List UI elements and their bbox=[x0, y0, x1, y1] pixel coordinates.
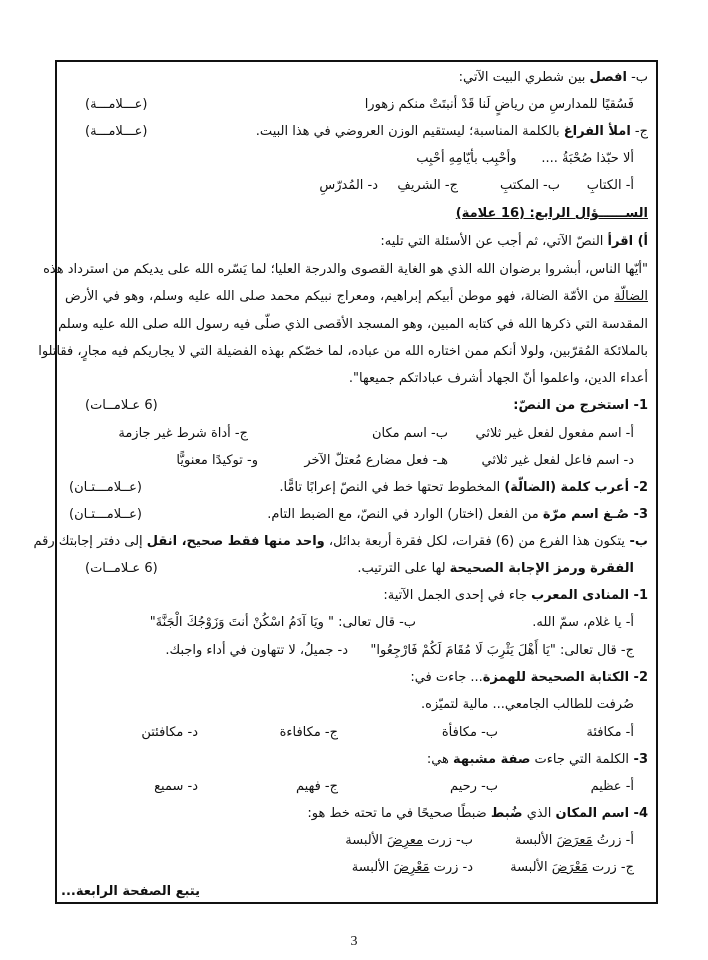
stem-text: ... جاءت في: bbox=[410, 670, 483, 685]
score-mark: (6 عـلامــات) bbox=[85, 398, 158, 413]
passage-line: بالملائكة المُقرّبين، ولولا أنكم ممن اختاره الله من عباده، لما خصّكم بهذه الفضيلة التي لا يجاريكم فيه مجارٍ، فقاتلوا bbox=[38, 343, 648, 359]
item-number: 2- bbox=[629, 670, 648, 685]
q4-a2-instruction bbox=[65, 478, 648, 498]
option: ب- مكافأة bbox=[441, 725, 498, 740]
item-number: 1- bbox=[629, 588, 648, 603]
item-number: 3- bbox=[629, 752, 648, 767]
option-text: الألبسة bbox=[345, 833, 387, 848]
item-letter: أ) bbox=[633, 234, 648, 249]
option-text: د- زرت bbox=[429, 860, 473, 875]
underlined-word: الضالّة bbox=[614, 289, 648, 305]
q4-b-instruction-line2 bbox=[65, 559, 648, 579]
instruction-text: يتكون هذا الفرع من (6) فقرات، لكل فقرة أربعة بدائل، bbox=[324, 534, 625, 549]
stem-emphasis: اسم المكان bbox=[555, 806, 630, 821]
item-letter: ج- bbox=[630, 124, 648, 139]
passage-line: أعداء الدين، واعلموا أنّ الجهاد أشرف عباداتكم جميعها". bbox=[348, 371, 648, 387]
q4-b2-sentence bbox=[65, 695, 648, 715]
underlined-word: مَعْرَضَ bbox=[551, 860, 588, 875]
option-text: الألبسة bbox=[510, 860, 552, 875]
verse-text: ألا حبّذا صُحْبَةُ .... وأحْبِب بأيّامِهِ أحْبِب bbox=[416, 151, 634, 166]
option: د- مكافئتن bbox=[141, 725, 198, 740]
verse-text: فَسُقيًا للمدارسِ من رياضٍ لَنا قَدْ أنبتَتْ منكم زهورا bbox=[364, 97, 634, 112]
reading-passage bbox=[38, 256, 648, 392]
passage-text: من الأمّة الضالة، فهو موطن أبيكم إبراهيم، ومعراج نبيكم محمد صلى الله عليه وسلم، وهو في الأرض bbox=[65, 289, 615, 305]
option: ب- قال تعالى: " ويَا آدَمُ اسْكُنْ أنتَ وَزَوْجُكَ الْجَنَّةَ" bbox=[149, 615, 416, 630]
option-text: ب- زرت bbox=[423, 833, 473, 848]
instruction-emphasis: الفقرة ورمز الإجابة الصحيحة bbox=[449, 561, 634, 576]
stem-text: ضبطًا صحيحًا في ما تحته خط هو: bbox=[307, 806, 491, 821]
option: أ- مكافئة bbox=[586, 725, 634, 740]
option bbox=[345, 831, 473, 851]
stem-emphasis: صفة مشبهة bbox=[453, 752, 531, 767]
instruction-text: النصّ الآتي، ثم أجب عن الأسئلة التي تليه: bbox=[380, 234, 608, 249]
score-mark: (6 عـلامــات) bbox=[85, 561, 158, 576]
q4-a-instruction bbox=[65, 232, 648, 252]
instruction-verb: اقرأ bbox=[607, 234, 634, 249]
option bbox=[510, 858, 634, 878]
item-number: 2- bbox=[629, 480, 648, 495]
q3-b-instruction bbox=[65, 68, 648, 88]
item-letter: ب- bbox=[626, 70, 648, 85]
item-number: 4- bbox=[629, 806, 648, 821]
stem-text: هي: bbox=[426, 752, 454, 767]
option-text: ج- زرت bbox=[587, 860, 634, 875]
option: أ- اسم مفعول لفعل غير ثلاثي bbox=[475, 426, 634, 441]
option: ب- المكتبِ bbox=[499, 178, 560, 193]
score-mark: (عـــلامـــة) bbox=[85, 124, 148, 139]
option: ج- فهيم bbox=[296, 779, 338, 794]
q4-b3-stem bbox=[65, 750, 648, 770]
stem-text: جاء في إحدى الجمل الآتية: bbox=[383, 588, 532, 603]
instruction-text: لها على الترتيب. bbox=[357, 561, 450, 576]
option: ب- اسم مكان bbox=[371, 426, 448, 441]
instruction-text: بالكلمة المناسبة؛ ليستقيم الوزن العروضي في هذا البيت. bbox=[255, 124, 564, 139]
option: ج- أداة شرط غير جازمة bbox=[118, 426, 248, 441]
q4-b4-stem bbox=[65, 804, 648, 824]
continue-note-row bbox=[61, 882, 200, 902]
instruction-verb: استخرج من النصّ: bbox=[513, 398, 630, 413]
option: ج- الشريفِ bbox=[397, 178, 458, 193]
option bbox=[352, 858, 473, 878]
underlined-word: معرِضَ bbox=[386, 833, 423, 848]
instruction-text: بين شطري البيت الآتي: bbox=[458, 70, 590, 85]
instruction-verb: افصل bbox=[589, 70, 627, 85]
option: أ- الكتابِ bbox=[586, 178, 634, 193]
q3-b-verse bbox=[65, 95, 648, 115]
score-mark: (عـــلامـــة) bbox=[85, 97, 148, 112]
score-mark: (عــلامـــتـان) bbox=[69, 480, 142, 495]
q4-a1-instruction bbox=[65, 396, 648, 416]
option: د- سميع bbox=[154, 779, 198, 794]
exam-page-frame bbox=[33, 60, 658, 904]
q4-b2-stem bbox=[65, 668, 648, 688]
q4-title-row bbox=[65, 204, 648, 224]
passage-line: المقدسة التي ذكرها الله في كتابه المبين، وهو المسجد الأقصى الذي صلّى فيه رسول الله صلى الله عليه وسلم bbox=[58, 316, 648, 332]
instruction-verb: املأ الفراغ bbox=[563, 124, 631, 139]
page-number: 3 bbox=[350, 934, 358, 949]
option: أ- يا غلام، سمّ الله. bbox=[532, 615, 634, 630]
stem-emphasis: المنادى المعرب bbox=[531, 588, 630, 603]
instruction-verb: صُـغ اسم مرّة bbox=[542, 507, 630, 522]
passage-line: "أيّها الناس، أبشروا برضوان الله الذي هو الغاية القصوى والدرجة العليا؛ لما يَسّره الله على يديكم من استرداد هذه bbox=[43, 262, 648, 277]
option: هـ- فعل مضارع مُعتلّ الآخر bbox=[304, 453, 448, 468]
section-title: الســــــؤال الرابع: (16 علامة) bbox=[455, 206, 648, 221]
q4-a3-instruction bbox=[65, 505, 648, 525]
score-mark: (عــلامـــتـان) bbox=[69, 507, 142, 522]
option-text: الألبسة bbox=[514, 833, 557, 848]
option: أ- عظيم bbox=[590, 779, 634, 794]
item-letter: ب- bbox=[625, 534, 648, 549]
item-number: 3- bbox=[629, 507, 648, 522]
option: د- جميلُ، لا تتهاون في أداء واجبك. bbox=[165, 643, 348, 658]
option: و- توكيدًا معنويًّا bbox=[176, 453, 258, 468]
stem-emphasis: ضُبط bbox=[490, 806, 523, 821]
option: د- المُدرّسِ bbox=[319, 178, 378, 193]
option-text: أ- زرتُ bbox=[592, 833, 634, 848]
continue-note: يتبع الصفحة الرابعة... bbox=[61, 884, 200, 899]
passage-line bbox=[65, 283, 648, 310]
q3-c-instruction bbox=[65, 122, 648, 142]
instruction-text: إلى دفتر إجابتك رقم bbox=[33, 534, 147, 549]
item-number: 1- bbox=[629, 398, 648, 413]
instruction-text: من الفعل (اختار) الوارد في النصّ، مع الضبط التام. bbox=[267, 507, 543, 522]
option bbox=[515, 831, 634, 851]
underlined-word: مَعْرِضَ bbox=[393, 860, 430, 875]
stem-text: الذي bbox=[522, 806, 556, 821]
instruction-verb: أعرب كلمة (الضالّة) bbox=[504, 480, 630, 495]
q4-b-instruction-line1 bbox=[33, 532, 648, 552]
q4-b1-stem bbox=[65, 586, 648, 606]
instruction-emphasis: واحد منها فقط صحيح، انقل bbox=[146, 534, 325, 549]
stem-text: الكلمة التي جاءت bbox=[530, 752, 630, 767]
option: د- اسم فاعل لفعل غير ثلاثي bbox=[481, 453, 634, 468]
option-text: الألبسة bbox=[351, 860, 394, 875]
option: ج- مكافاءة bbox=[279, 725, 338, 740]
underlined-word: مَعرَضَ bbox=[556, 833, 593, 848]
instruction-text: المخطوط تحتها خط في النصّ إعرابًا تامًّا. bbox=[279, 480, 505, 495]
option: ب- رحيم bbox=[450, 779, 498, 794]
q3-c-verse bbox=[65, 149, 648, 169]
sentence: صُرفت للطالب الجامعي... مالية لتميّزه. bbox=[421, 697, 634, 712]
option: ج- قال تعالى: "يَا أَهْلَ يَثْرِبَ لَا مُقَامَ لَكُمْ فَارْجِعُوا" bbox=[370, 643, 634, 658]
stem-emphasis: الكتابة الصحيحة للهمزة bbox=[482, 670, 630, 685]
